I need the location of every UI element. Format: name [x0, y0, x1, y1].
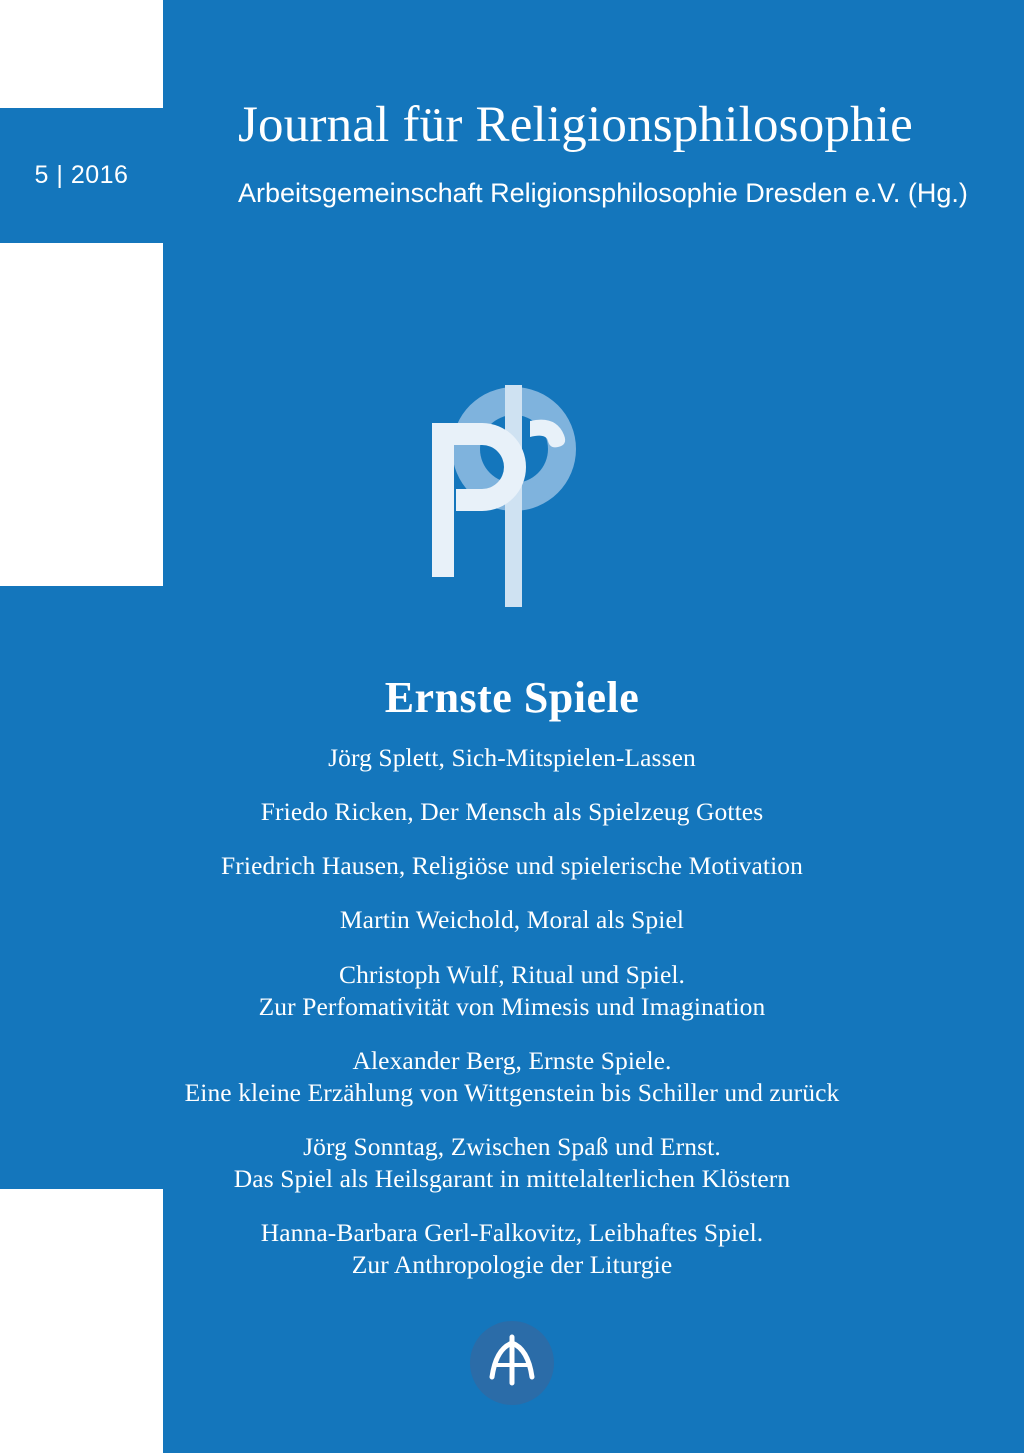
entry-line-1: Jörg Splett, Sich-Mitspielen-Lassen — [328, 743, 696, 772]
phi-monogram-emblem — [402, 377, 622, 617]
entry-line-1: Alexander Berg, Ernste Spiele. — [352, 1045, 672, 1075]
list-item — [112, 850, 912, 882]
table-of-contents — [112, 742, 912, 1304]
cover-header — [238, 98, 978, 209]
list-item — [112, 742, 912, 774]
list-item — [112, 1217, 912, 1281]
publisher-logo — [470, 1321, 554, 1405]
entry-line-2: Zur Perfomativität von Mimesis und Imagination — [258, 991, 766, 1021]
entry-line-2: Eine kleine Erzählung von Wittgenstein bis Schiller und zurück — [184, 1077, 840, 1107]
list-item — [112, 796, 912, 828]
list-item — [112, 959, 912, 1023]
entry-line-2: Zur Anthropologie der Liturgie — [351, 1250, 673, 1280]
issue-number: 5 | 2016 — [34, 161, 129, 189]
entry-line-1: Christoph Wulf, Ritual und Spiel. — [338, 959, 686, 989]
list-item — [112, 1131, 912, 1195]
decorative-notch-middle — [0, 243, 163, 586]
journal-editor: Arbeitsgemeinschaft Religionsphilosophie Dresden e.V. (Hg.) — [238, 178, 968, 209]
entry-line-1: Friedrich Hausen, Religiöse und spielerische Motivation — [221, 851, 803, 881]
decorative-notch-top — [0, 0, 163, 108]
entry-line-1: Hanna-Barbara Gerl-Falkovitz, Leibhaftes Spiel. — [260, 1218, 764, 1248]
page-title: Ernste Spiele — [384, 673, 640, 722]
entry-line-1: Jörg Sonntag, Zwischen Spaß und Ernst. — [303, 1132, 721, 1161]
journal-title: Journal für Religionsphilosophie — [238, 97, 914, 153]
entry-line-2: Das Spiel als Heilsgarant in mittelalterlichen Klöstern — [233, 1164, 791, 1194]
entry-line-1: Friedo Ricken, Der Mensch als Spielzeug Gottes — [260, 797, 764, 827]
list-item — [112, 904, 912, 936]
entry-line-1: Martin Weichold, Moral als Spiel — [339, 905, 685, 935]
list-item — [112, 1045, 912, 1109]
